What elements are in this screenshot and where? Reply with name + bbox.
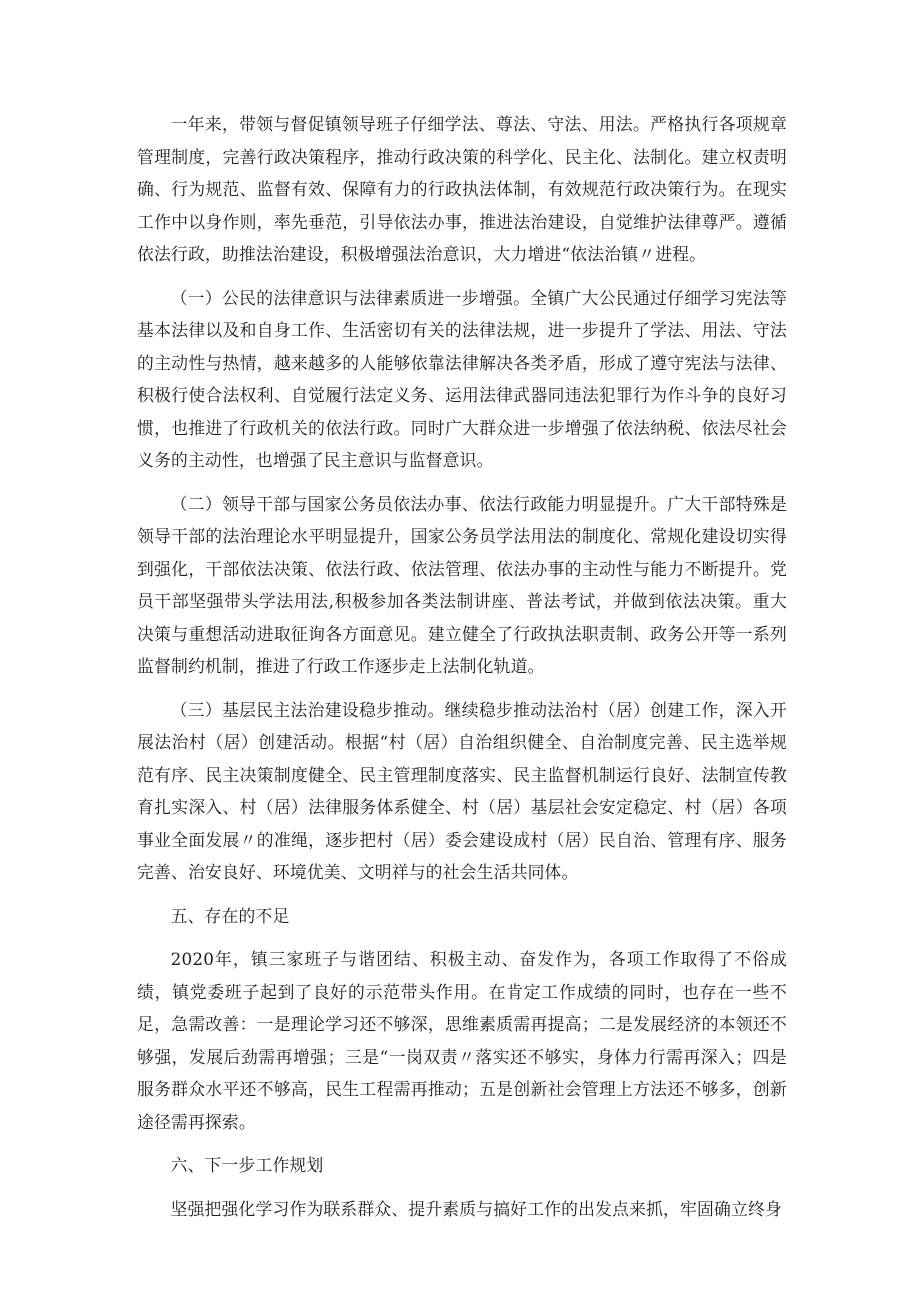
paragraph-intro: 一年来，带领与督促镇领导班子仔细学法、尊法、守法、用法。严格执行各项规章管理制度，完善行政决策程序，推动行政决策的科学化、民主化、法制化。建立权责明确、行为规范、监督有效、保障有力的行政执法体制，有效规范行政决策行为。在现实工作中以身作则，率先垂范，引导依法办事，推进法治建设，自觉维护法律尊严。遵循依法行政，助推法治建设，积极增强法治意识，大力增进“依法治镇〃进程。 [137, 114, 787, 264]
paragraph-item-2: （二）领导干部与国家公务员依法办事、依法行政能力明显提升。广大干部特殊是领导干部的法治理论水平明显提升，国家公务员学法用法的制度化、常规化建设切实得到强化，干部依法决策、依法行政、依法管理、依法办事的主动性与能力不断提升。党员干部坚强带头学法用法,积极参加各类法制讲座、普法考试，并做到依法决策。重大决策与重想活动进取征询各方面意见。建立健全了行政执法职责制、政务公开等一系列监督制约机制，推进了行政工作逐步走上法制化轨道。 [137, 493, 787, 676]
section-heading-next-steps: 六、下一步工作规划 [170, 1155, 324, 1175]
paragraph-item-3: （三）基层民主法治建设稳步推动。继续稳步推动法治村（居）创建工作，深入开展法治村（居）创建活动。根据“村（居）自治组织健全、自治制度完善、民主选举规范有序、民主决策制度健全、民主管理制度落实、民主监督机制运行良好、法制宣传教育扎实深入、村（居）法律服务体系健全、村（居）基层社会安定稳定、村（居）各项事业全面发展〃的准绳，逐步把村（居）委会建设成村（居）民自治、管理有序、服务完善、治安良好、环境优美、文明祥与的社会生活共同体。 [137, 699, 787, 882]
paragraph-item-1: （一）公民的法律意识与法律素质进一步增强。全镇广大公民通过仔细学习宪法等基本法律以及和自身工作、生活密切有关的法律法规，进一步提升了学法、用法、守法的主动性与热情，越来越多的人能够依靠法律解决各类矛盾，形成了遵守宪法与法律、积极行使合法权利、自觉履行法定义务、运用法律武器同违法犯罪行为作斗争的良好习惯，也推进了行政机关的依法行政。同时广大群众进一步增强了依法纳税、依法尽社会义务的主动性，也增强了民主意识与监督意识。 [137, 287, 787, 470]
document-page [137, 108, 787, 1236]
paragraph-next-steps: 坚强把强化学习作为联系群众、提升素质与搞好工作的出发点来抓，牢固确立终身 [170, 1198, 782, 1219]
section-heading-shortcomings: 五、存在的不足 [170, 905, 290, 926]
paragraph-shortcomings: 2020年，镇三家班子与谐团结、积极主动、奋发作为，各项工作取得了不俗成绩，镇党委班子起到了良好的示范带头作用。在肯定工作成绩的同时，也存在一些不足，急需改善：一是理论学习还不够深，思维素质需再提高；二是发展经济的本领还不够强，发展后劲需再增强；三是“一岗双责〃落实还不够实，身体力行需再深入；四是服务群众水平还不够高，民生工程需再推动；五是创新社会管理上方法还不够多，创新途径需再探索。 [137, 949, 787, 1132]
